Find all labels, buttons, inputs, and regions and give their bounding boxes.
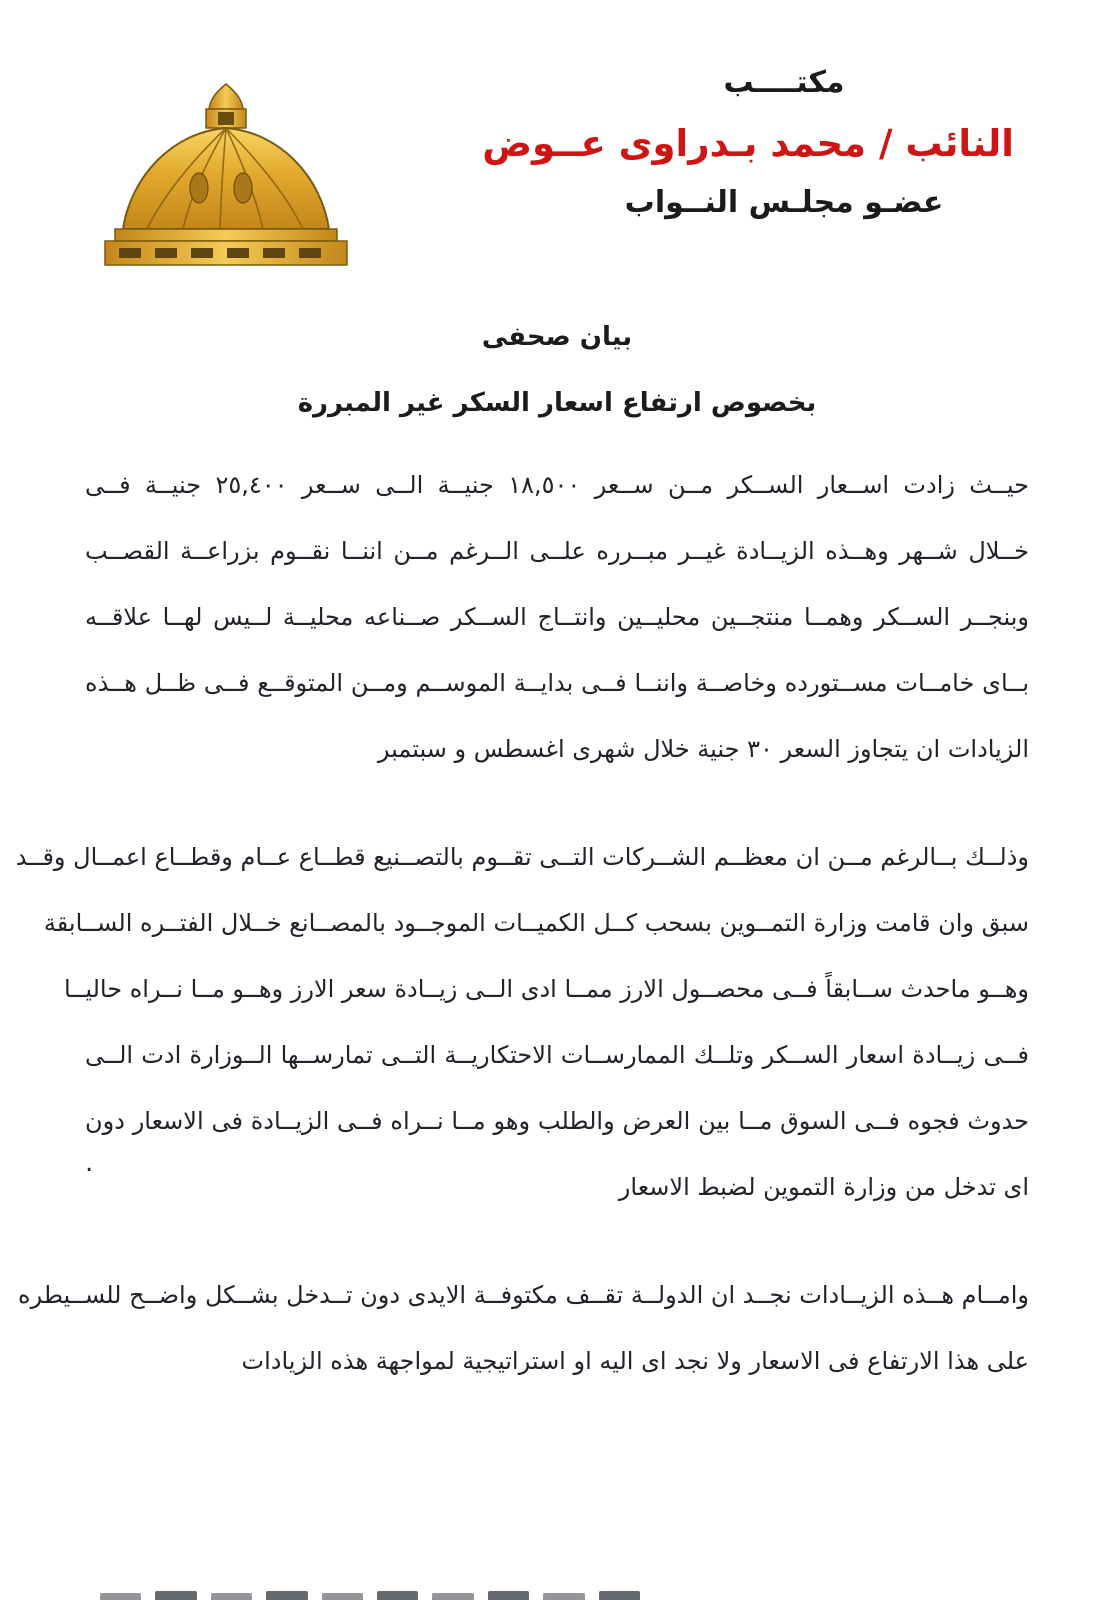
letterhead-text (482, 65, 1014, 220)
body-line: حدوث فجوه فــى السوق مــا بين العرض والطلب وهو مــا نــراه فــى الزيــادة فى الاسعار دون (85, 1107, 1029, 1135)
paragraph (85, 452, 1029, 782)
body-line: الزيادات ان يتجاوز السعر ٣٠ جنية خلال شهرى اغسطس و سبتمبر (377, 735, 1029, 763)
paragraph (18, 1262, 1029, 1394)
statement-body (15, 452, 1030, 1436)
body-line: وذلــك بــالرغم مــن ان معظــم الشــركات التــى تقــوم بالتصــنيع قطــاع عــام وقطــاع اعمــال وقــد (15, 843, 1029, 871)
letterhead (0, 55, 1114, 285)
mp-role: عضـو مجلـس النــواب (624, 185, 944, 220)
stray-period-mark: . (85, 1148, 94, 1178)
parliament-dome-icon (95, 80, 357, 270)
body-line: اى تدخل من وزارة التموين لضبط الاسعار (618, 1173, 1029, 1201)
body-line: خــلال شــهر وهــذه الزيــادة غيــر مبــرره علــى الــرغم مــن اننــا نقــوم بزراعــة القصــب (85, 537, 1029, 565)
body-line: حيــث زادت اســعار الســكر مــن ســعر ١٨,٥٠٠ جنيــة الــى ســعر ٢٥,٤٠٠ جنيــة فــى (85, 471, 1030, 499)
body-line: سبق وان قامت وزارة التمــوين بسحب كــل الكميــات الموجــود بالمصــانع خــلال الفتــره الســابقة (43, 909, 1029, 937)
office-label: مكتــــب (723, 65, 845, 100)
scan-edge-artifact (100, 1588, 640, 1600)
statement-title: بيان صحفى (481, 322, 633, 352)
body-line: على هذا الارتفاع فى الاسعار ولا نجد اى اليه او استراتيجية لمواجهة هذه الزيادات (241, 1347, 1029, 1375)
body-line: وبنجــر الســكر وهمــا منتجــين محليــين وانتــاج الســكر صــناعه محليــة لــيس لهــا علاقــه (85, 603, 1029, 631)
mp-name: النائب / محمد بـدراوى عــوض (482, 122, 1014, 165)
paragraph (15, 824, 1029, 1220)
body-line: بــاى خامــات مســتورده وخاصــة واننــا فــى بدايــة الموســم ومــن المتوقــع فــى ظــل هــذه (85, 669, 1029, 697)
body-line: فــى زيــادة اسعار الســكر وتلــك الممارســات الاحتكاريــة التــى تمارســها الــوزارة ادت الــى (85, 1041, 1029, 1069)
body-line: وامــام هــذه الزيــادات نجــد ان الدولــة تقــف مكتوفــة الايدى دون تــدخل بشــكل واضــح للســيطره (18, 1281, 1029, 1309)
body-line: وهــو ماحدث ســابقاً فــى محصــول الارز ممــا ادى الــى زيــادة سعر الارز وهــو مــا نــراه حاليــا (64, 975, 1029, 1003)
statement-subject: بخصوص ارتفاع اسعار السكر غير المبررة (297, 388, 817, 418)
